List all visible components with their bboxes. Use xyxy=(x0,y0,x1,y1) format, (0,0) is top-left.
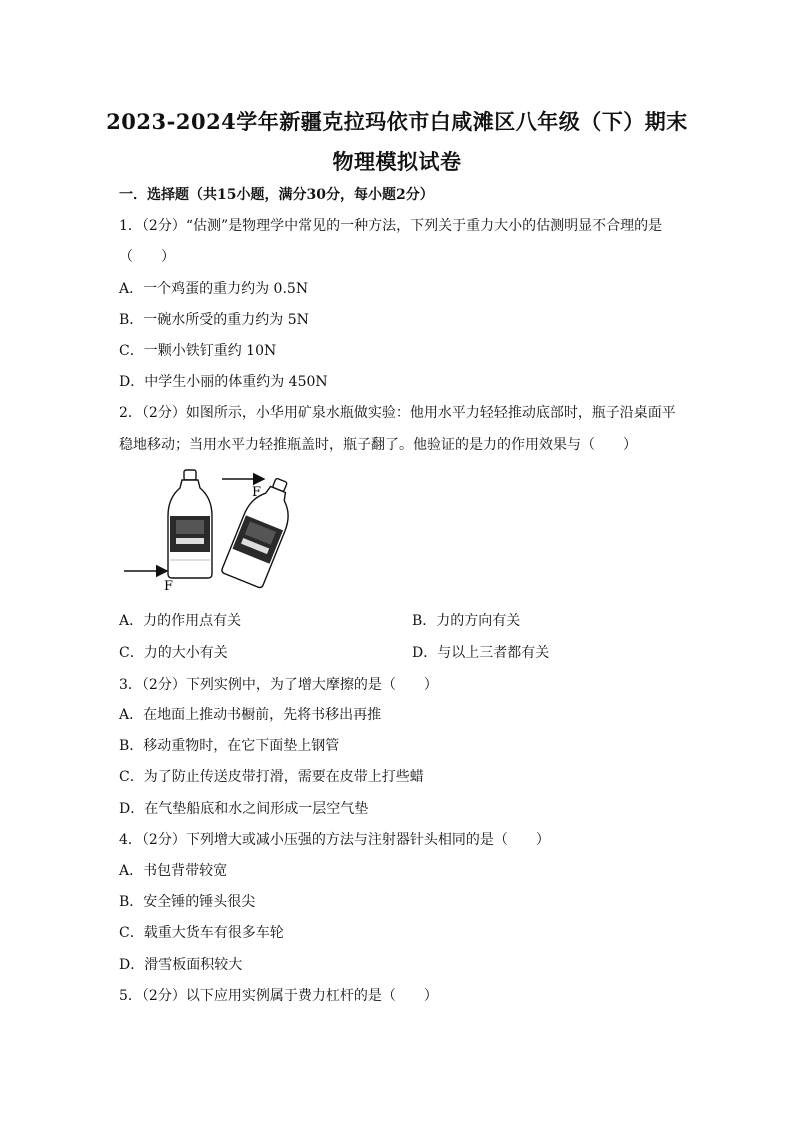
q4-stem: 4．（2分）下列增大或减小压强的方法与注射器针头相同的是（ ） xyxy=(119,832,550,848)
q3-option-d: D．在气垫船底和水之间形成一层空气垫 xyxy=(119,801,369,817)
q3-option-b: B．移动重物时，在它下面垫上钢管 xyxy=(119,738,340,754)
top-force-label: F xyxy=(252,485,262,500)
q4-option-a: A．书包背带较宽 xyxy=(119,863,228,879)
upright-bottle xyxy=(168,470,212,578)
q1-stem-line2: （ ） xyxy=(119,249,175,265)
q3-option-a: A．在地面上推动书橱前，先将书移出再推 xyxy=(119,707,382,723)
q3-stem: 3．（2分）下列实例中，为了增大摩擦的是（ ） xyxy=(119,677,438,693)
tilted-bottle xyxy=(221,472,302,589)
q4-option-d: D．滑雪板面积较大 xyxy=(119,957,243,973)
q1-option-a: A．一个鸡蛋的重力约为 0.5N xyxy=(119,281,309,297)
section-heading: 一．选择题（共15小题，满分30分，每小题2分） xyxy=(119,187,434,203)
q1-stem-line1: 1．（2分）“估测”是物理学中常见的一种方法，下列关于重力大小的估测明显不合理的是 xyxy=(119,218,663,234)
q2-option-a: A．力的作用点有关 xyxy=(119,613,242,629)
q4-option-b: B．安全锤的锤头很尖 xyxy=(119,894,256,910)
exam-title-line2: 物理模拟试卷 xyxy=(332,149,462,174)
q5-stem: 5．（2分）以下应用实例属于费力杠杆的是（ ） xyxy=(119,988,438,1004)
bottom-force-label: F xyxy=(164,579,174,594)
q2-option-b: B．力的方向有关 xyxy=(412,613,521,629)
q1-option-b: B．一碗水所受的重力约为 5N xyxy=(119,312,309,328)
q4-option-c: C．载重大货车有很多车轮 xyxy=(119,925,284,941)
bottle-push-figure xyxy=(120,468,310,596)
q1-option-d: D．中学生小丽的体重约为 450N xyxy=(119,374,328,390)
exam-title-line1: 2023-2024学年新疆克拉玛依市白咸滩区八年级（下）期末 xyxy=(106,109,688,134)
q2-option-d: D．与以上三者都有关 xyxy=(412,645,550,661)
q2-stem-line2: 稳地移动；当用水平力轻推瓶盖时，瓶子翻了。他验证的是力的作用效果与（ ） xyxy=(119,437,637,453)
q2-option-c: C．力的大小有关 xyxy=(119,645,228,661)
q1-option-c: C．一颗小铁钉重约 10N xyxy=(119,343,277,359)
q2-stem-line1: 2．（2分）如图所示，小华用矿泉水瓶做实验：他用水平力轻轻推动底部时，瓶子沿桌面平 xyxy=(119,405,676,421)
q3-option-c: C．为了防止传送皮带打滑，需要在皮带上打些蜡 xyxy=(119,769,424,785)
